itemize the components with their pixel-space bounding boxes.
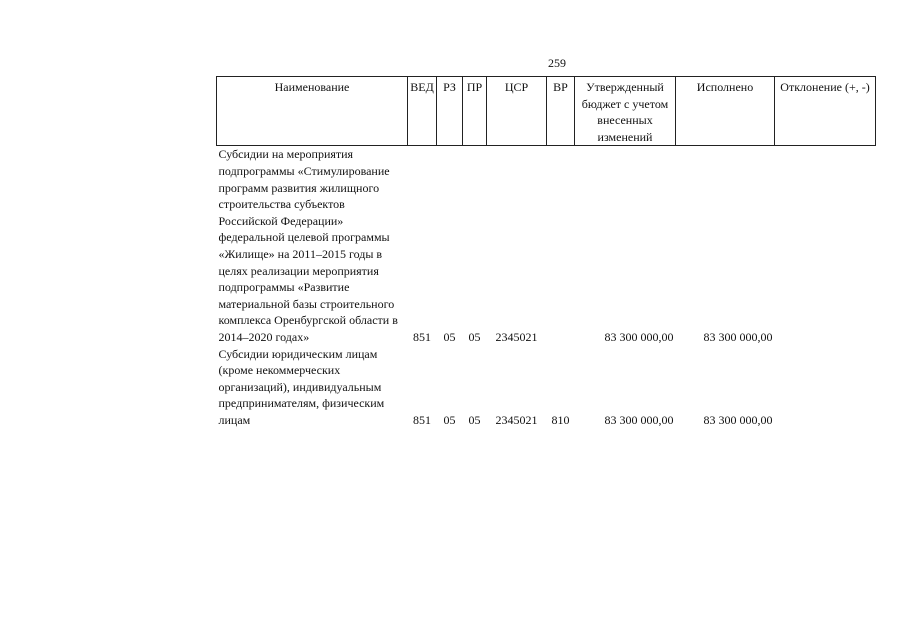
row-pr: 05 [468,329,481,344]
row-rz: 05 [443,329,456,344]
header-executed: Исполнено [676,77,775,146]
row-csr: 2345021 [495,412,538,427]
header-rz: РЗ [437,77,463,146]
page-number: 259 [548,56,566,70]
row-name: Субсидии юридическим лицам (кроме некоммерческих организаций), индивидуальным предпринимателям, физическим лицам [218,346,385,427]
table-row [217,146,876,346]
row-deviation [775,146,876,346]
row-vr [547,146,575,346]
row-ved: 851 [413,329,431,344]
budget-table [216,76,876,428]
row-csr: 2345021 [495,329,538,344]
header-vr: ВР [547,77,575,146]
header-approved: Утвержденный бюджет с учетом внесенных изменений [575,77,676,146]
row-executed: 83 300 000,00 [703,329,773,344]
row-approved: 83 300 000,00 [604,412,674,427]
table-row [217,346,876,429]
header-ved: ВЕД [408,77,437,146]
row-pr: 05 [468,412,481,427]
row-name: Субсидии на мероприятия подпрограммы «Стимулирование программ развития жилищного строительства субъектов Российской Федерации» федеральной целевой программы «Жилище» на 2011–2015 годы в целях реализации мероприятия подпрограммы «Развитие материальной базы строительного комплекса Оренбургской области в 2014–2020 годах» [218,147,398,344]
row-deviation [775,346,876,429]
row-executed: 83 300 000,00 [703,412,773,427]
row-vr: 810 [551,412,570,427]
row-ved: 851 [413,412,431,427]
header-name: Наименование [217,77,408,146]
header-pr: ПР [463,77,487,146]
table-header-row [217,77,876,146]
header-deviation: Отклонение (+, -) [775,77,876,146]
row-approved: 83 300 000,00 [604,329,674,344]
header-csr: ЦСР [487,77,547,146]
row-rz: 05 [443,412,456,427]
